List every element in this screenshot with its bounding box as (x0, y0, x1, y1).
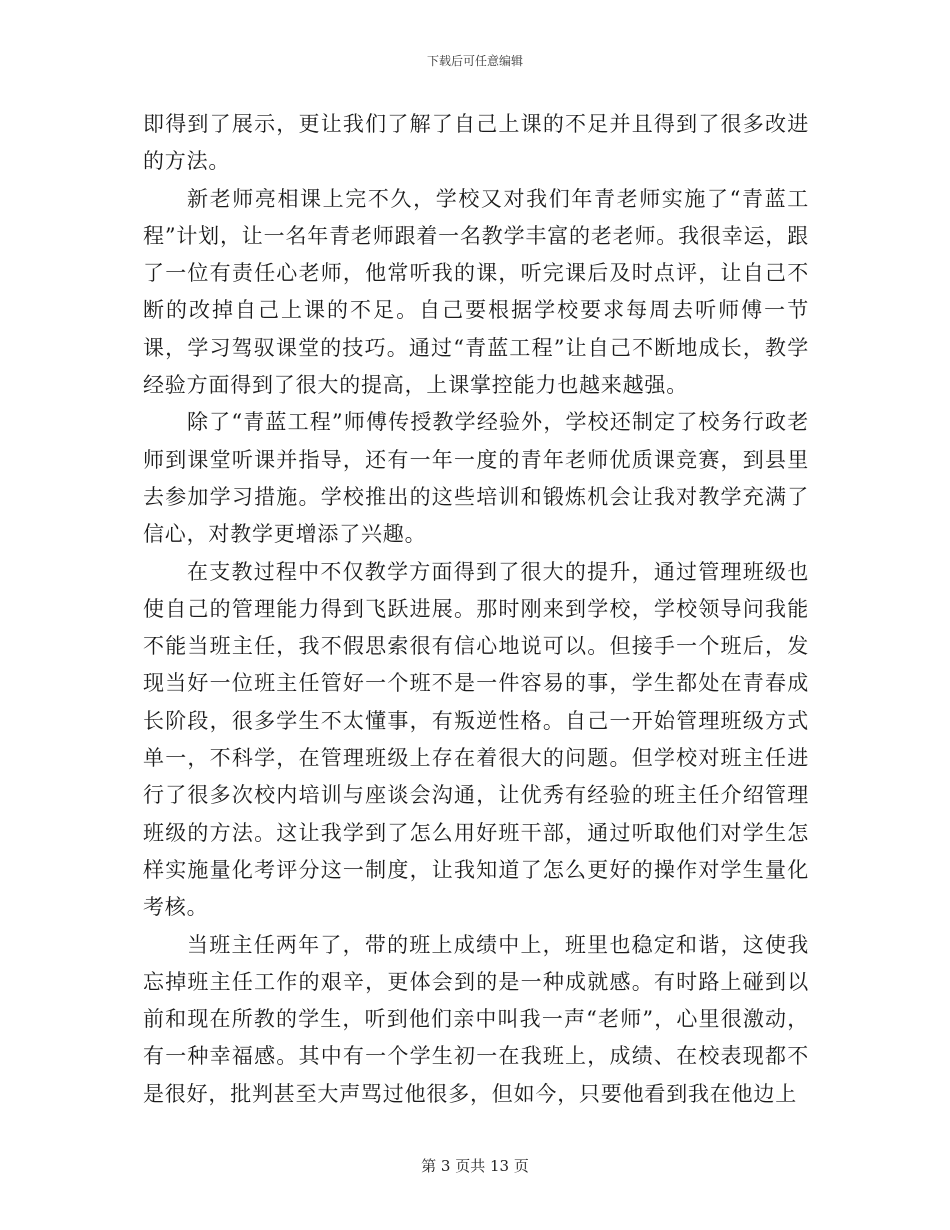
document-body (143, 106, 809, 1113)
paragraph-1: 即得到了展示，更让我们了解了自己上课的不足并且得到了很多改进的方法。 (143, 112, 809, 174)
page-footer: 第 3 页共 13 页 (421, 1157, 529, 1175)
paragraph-4: 在支教过程中不仅教学方面得到了很大的提升，通过管理班级也使自己的管理能力得到飞跃进展。那时刚来到学校，学校领导问我能不能当班主任，我不假思索很有信心地说可以。但接手一个班后，发现当好一位班主任管好一个班不是一件容易的事，学生都处在青春成长阶段，很多学生不太懂事，有叛逆性格。自己一开始管理班级方式单一，不科学，在管理班级上存在着很大的问题。但学校对班主任进行了很多次校内培训与座谈会沟通，让优秀有经验的班主任介绍管理班级的方法。这让我学到了怎么用好班干部，通过听取他们对学生怎样实施量化考评分这一制度，让我知道了怎么更好的操作对学生量化考核。 (143, 559, 809, 920)
paragraph-5: 当班主任两年了，带的班上成绩中上，班里也稳定和谐，这使我忘掉班主任工作的艰辛，更体会到的是一种成就感。有时路上碰到以前和现在所教的学生，听到他们亲中叫我一声“老师”，心里很激动，有一种幸福感。其中有一个学生初一在我班上，成绩、在校表现都不是很好，批判甚至大声骂过他很多，但如今，只要他看到我在他边上 (143, 932, 809, 1106)
paragraph-3: 除了“青蓝工程”师傅传授教学经验外，学校还制定了校务行政老师到课堂听课并指导，还有一年一度的青年老师优质课竞赛，到县里去参加学习措施。学校推出的这些培训和锻炼机会让我对教学充满了信心，对教学更增添了兴趣。 (143, 410, 809, 547)
paragraph-2: 新老师亮相课上完不久，学校又对我们年青老师实施了“青蓝工程”计划，让一名年青老师跟着一名教学丰富的老老师。我很幸运，跟了一位有责任心老师，他常听我的课，听完课后及时点评，让自己不断的改掉自己上课的不足。自己要根据学校要求每周去听师傅一节课，学习驾驭课堂的技巧。通过“青蓝工程”让自己不断地成长，教学经验方面得到了很大的提高，上课掌控能力也越来越强。 (143, 186, 809, 398)
page-header: 下载后可任意编辑 (426, 54, 523, 68)
